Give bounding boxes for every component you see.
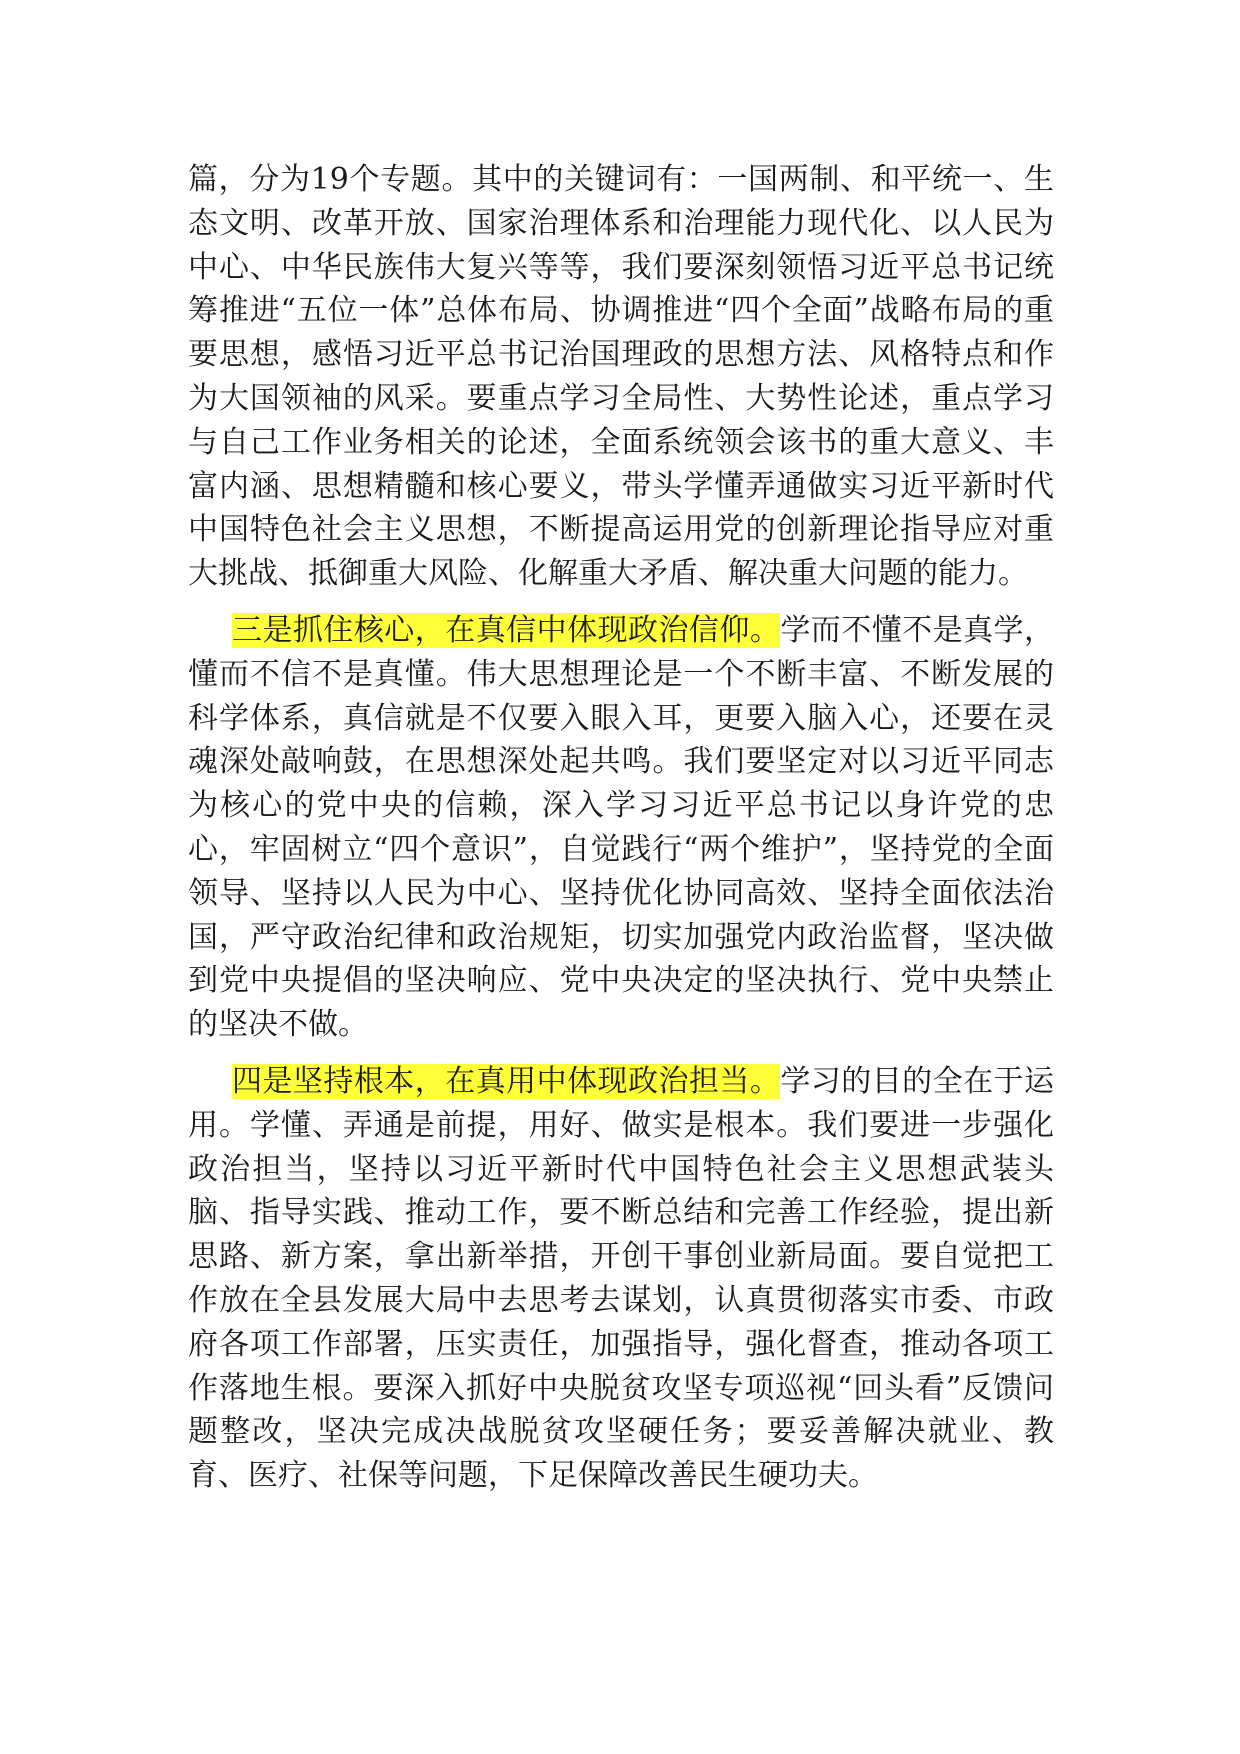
highlighted-heading: 四是坚持根本，在真用中体现政治担当。 bbox=[232, 1063, 781, 1099]
highlighted-heading: 三是抓住核心，在真信中体现政治信仰。 bbox=[232, 612, 781, 648]
paragraph-point-four bbox=[188, 1060, 1054, 1498]
paragraph-text: 学习的目的全在于运用。学懂、弄通是前提，用好、做实是根本。我们要进一步强化政治担当，坚持以习近平新时代中国特色社会主义思想武装头脑、指导实践、推动工作，要不断总结和完善工作经验，提出新思路、新方案，拿出新举措，开创干事创业新局面。要自觉把工作放在全县发展大局中去思考去谋划，认真贯彻落实市委、市政府各项工作部署，压实责任，加强指导，强化督查，推动各项工作落地生根。要深入抓好中央脱贫攻坚专项巡视“回头看”反馈问题整改，坚决完成决战脱贫攻坚硬任务；要妥善解决就业、教育、医疗、社保等问题，下足保障改善民生硬功夫。 bbox=[188, 1063, 1055, 1494]
paragraph-point-three bbox=[188, 609, 1054, 1047]
paragraph-text: 学而不懂不是真学，懂而不信不是真懂。伟大思想理论是一个不断丰富、不断发展的科学体系，真信就是不仅要入眼入耳，更要入脑入心，还要在灵魂深处敲响鼓，在思想深处起共鸣。我们要坚定对以习近平同志为核心的党中央的信赖，深入学习习近平总书记以身许党的忠心，牢固树立“四个意识”，自觉践行“两个维护”，坚持党的全面领导、坚持以人民为中心、坚持优化协同高效、坚持全面依法治国，严守政治纪律和政治规矩，切实加强党内政治监督，坚决做到党中央提倡的坚决响应、党中央决定的坚决执行、党中央禁止的坚决不做。 bbox=[188, 612, 1055, 1043]
paragraph-text: 篇，分为19个专题。其中的关键词有：一国两制、和平统一、生态文明、改革开放、国家治理体系和治理能力现代化、以人民为中心、中华民族伟大复兴等等，我们要深刻领悟习近平总书记统筹推进“五位一体”总体布局、协调推进“四个全面”战略布局的重要思想，感悟习近平总书记治国理政的思想方法、风格特点和作为大国领袖的风采。要重点学习全局性、大势性论述，重点学习与自己工作业务相关的论述，全面系统领会该书的重大意义、丰富内涵、思想精髓和核心要义，带头学懂弄通做实习近平新时代中国特色社会主义思想，不断提高运用党的创新理论指导应对重大挑战、抵御重大风险、化解重大矛盾、解决重大问题的能力。 bbox=[188, 162, 1054, 592]
paragraph-continuation bbox=[188, 158, 1054, 596]
document-body bbox=[188, 158, 1054, 1511]
